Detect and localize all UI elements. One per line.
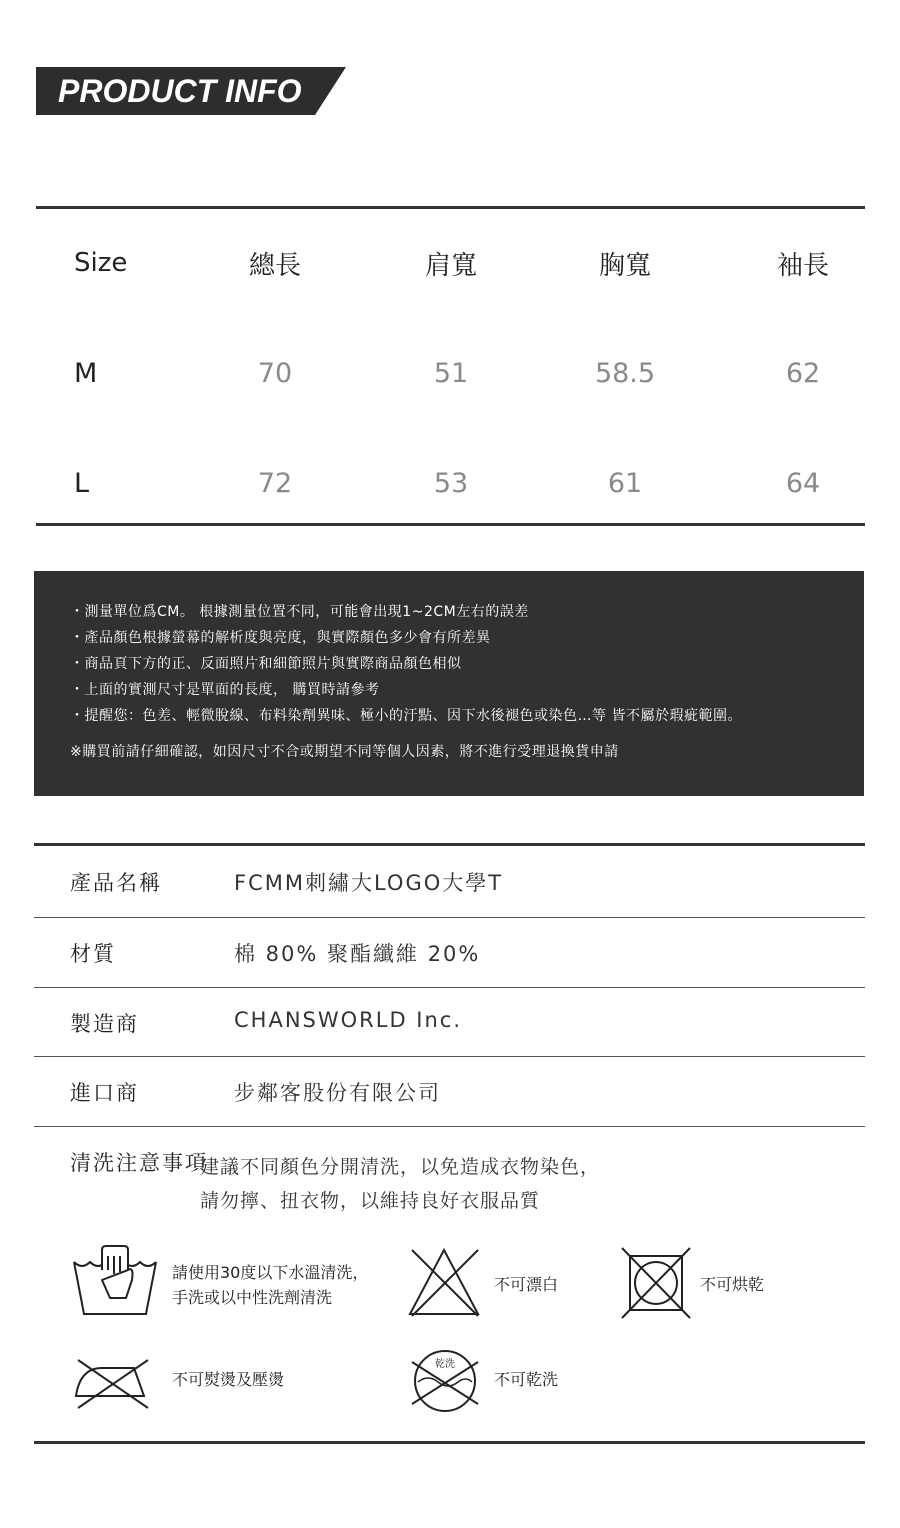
no-bleach-label: 不可漂白 — [494, 1275, 559, 1294]
shoulder-cell: 53 — [433, 467, 469, 499]
importer-value: 步鄰客股份有限公司 — [234, 1081, 441, 1105]
no-bleach-icon — [406, 1244, 482, 1320]
info-row-manufacturer — [34, 988, 865, 1057]
info-row-product-name — [34, 845, 865, 918]
table-bottom-rule — [36, 523, 865, 526]
chest-cell: 61 — [607, 467, 643, 499]
header-shoulder: 肩寬 — [424, 250, 477, 281]
table-row — [36, 428, 865, 538]
hand-wash-label-line-1: 請使用30度以下水溫清洗， — [172, 1263, 369, 1282]
header-sleeve: 袖長 — [776, 250, 829, 281]
info-table — [34, 845, 865, 1127]
length-cell: 70 — [257, 357, 293, 389]
note-item: ・測量單位爲CM。 根據測量位置不同，可能會出現1~2CM左右的誤差 — [70, 604, 529, 620]
no-dry-clean-label: 不可乾洗 — [494, 1370, 559, 1389]
wash-line-2: 請勿擰、扭衣物，以維持良好衣服品質 — [200, 1190, 541, 1212]
chest-cell: 58.5 — [594, 357, 656, 389]
size-table — [36, 208, 865, 538]
header-size: Size — [74, 248, 128, 278]
length-cell: 72 — [257, 467, 293, 499]
hand-wash-label-line-2: 手洗或以中性洗劑清洗 — [172, 1288, 333, 1307]
wash-label: 清洗注意事項 — [70, 1151, 208, 1175]
note-item: ・提醒您：色差、輕微脫線、布料染劑異味、極小的汙點、因下水後褪色或染色…等 皆不屬於瑕疵範圍。 — [70, 708, 742, 724]
manufacturer-value: CHANSWORLD Inc. — [234, 1008, 463, 1032]
sleeve-cell: 62 — [785, 357, 821, 389]
importer-label: 進口商 — [70, 1081, 139, 1105]
manufacturer-label: 製造商 — [70, 1012, 139, 1036]
header-chest: 胸寬 — [598, 250, 651, 281]
no-iron-label: 不可熨燙及壓燙 — [172, 1370, 285, 1389]
product-name-value: FCMM刺繡大LOGO大學T — [234, 871, 504, 895]
bottom-rule — [34, 1441, 865, 1444]
sleeve-cell: 64 — [785, 467, 821, 499]
notes-panel — [34, 571, 864, 796]
info-row-importer — [34, 1057, 865, 1127]
product-name-label: 產品名稱 — [70, 871, 162, 895]
size-table-header — [36, 208, 865, 318]
size-cell: L — [74, 467, 90, 499]
hand-wash-label — [172, 1260, 368, 1310]
size-cell: M — [74, 357, 98, 389]
material-value: 棉 80% 聚酯纖維 20% — [234, 942, 481, 966]
table-row — [36, 318, 865, 428]
note-item: ・商品頁下方的正、反面照片和細節照片與實際商品顏色相似 — [70, 656, 462, 672]
banner-title: PRODUCT INFO — [58, 73, 302, 109]
no-iron-icon — [72, 1354, 152, 1412]
note-item: ・產品顏色根據螢幕的解析度與亮度，與實際顏色多少會有所差異 — [70, 630, 491, 646]
info-row-material — [34, 918, 865, 988]
warning-note: ※購買前請仔細確認，如因尺寸不合或期望不同等個人因素，將不進行受理退換貨申請 — [70, 744, 619, 760]
wash-line-1: 建議不同顏色分開清洗，以免造成衣物染色， — [200, 1156, 601, 1178]
material-label: 材質 — [70, 942, 116, 966]
hand-wash-icon — [70, 1240, 160, 1320]
note-item: ・上面的實測尺寸是單面的長度， 購買時請參考 — [70, 682, 380, 698]
wash-instructions — [200, 1150, 600, 1218]
no-tumble-dry-icon — [620, 1246, 692, 1320]
header-length: 總長 — [248, 250, 301, 281]
dry-clean-badge: 乾洗 — [435, 1359, 455, 1370]
no-tumble-dry-label: 不可烘乾 — [700, 1275, 765, 1294]
shoulder-cell: 51 — [433, 357, 469, 389]
